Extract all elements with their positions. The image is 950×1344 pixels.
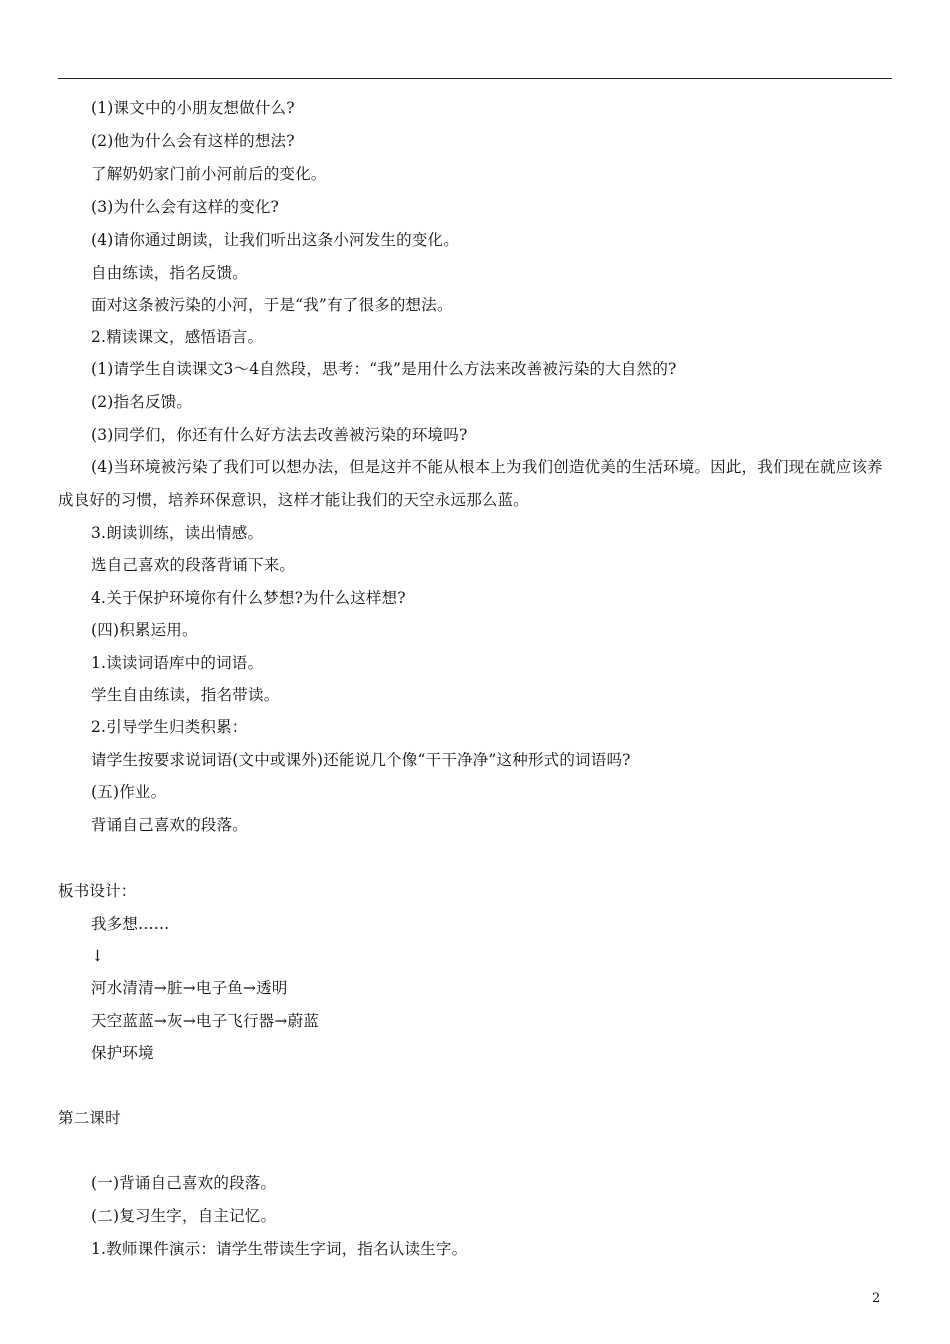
text-line: 1.教师课件演示：请学生带读生字词，指名认读生字。 <box>91 1240 468 1258</box>
text-line: 选自己喜欢的段落背诵下来。 <box>91 556 296 574</box>
text-line: 2.精读课文，感悟语言。 <box>91 328 264 346</box>
text-line: 我多想…… <box>91 915 170 933</box>
header-rule <box>58 78 892 79</box>
text-line: 自由练读，指名反馈。 <box>91 264 249 282</box>
text-line: 天空蓝蓝→灰→电子飞行器→蔚蓝 <box>91 1012 319 1030</box>
text-line: (四)积累运用。 <box>91 621 198 639</box>
text-line: 学生自由练读，指名带读。 <box>91 686 280 704</box>
text-line: 4.关于保护环境你有什么梦想?为什么这样想? <box>91 589 406 607</box>
page-number: 2 <box>872 1291 881 1306</box>
text-line: (1)请学生自读课文3～4自然段，思考：“我”是用什么方法来改善被污染的大自然的? <box>91 360 677 378</box>
text-line: (2)他为什么会有这样的想法? <box>91 132 295 150</box>
text-line: 2.引导学生归类积累： <box>91 718 248 736</box>
text-line: 请学生按要求说词语(文中或课外)还能说几个像“干干净净”这种形式的词语吗? <box>91 751 631 769</box>
text-line: 河水清清→脏→电子鱼→透明 <box>91 979 288 997</box>
section-heading: 第二课时 <box>58 1109 121 1127</box>
text-line: (一)背诵自己喜欢的段落。 <box>91 1174 277 1192</box>
text-line: 3.朗读训练，读出情感。 <box>91 524 264 542</box>
text-line: 1.读读词语库中的词语。 <box>91 654 264 672</box>
text-line: (五)作业。 <box>91 783 167 801</box>
down-arrow: ↓ <box>91 947 105 965</box>
text-line: 背诵自己喜欢的段落。 <box>91 816 249 834</box>
text-paragraph: (4)当环境被污染了我们可以想办法，但是这并不能从根本上为我们创造优美的生活环境。因此，我们现在就应该养成良好的习惯，培养环保意识，这样才能让我们的天空永远那么蓝。 <box>58 458 883 509</box>
text-line: (2)指名反馈。 <box>91 393 193 411</box>
text-line: (3)同学们，你还有什么好方法去改善被污染的环境吗? <box>91 426 468 444</box>
text-line: (1)课文中的小朋友想做什么? <box>91 99 295 117</box>
text-line: (3)为什么会有这样的变化? <box>91 198 280 216</box>
section-heading: 板书设计： <box>58 882 137 900</box>
text-line: 了解奶奶家门前小河前后的变化。 <box>91 165 327 183</box>
text-line: (4)请你通过朗读，让我们听出这条小河发生的变化。 <box>91 231 459 249</box>
text-line: (二)复习生字，自主记忆。 <box>91 1207 277 1225</box>
text-line: 面对这条被污染的小河，于是“我”有了很多的想法。 <box>91 296 453 314</box>
text-line: 保护环境 <box>91 1044 154 1062</box>
